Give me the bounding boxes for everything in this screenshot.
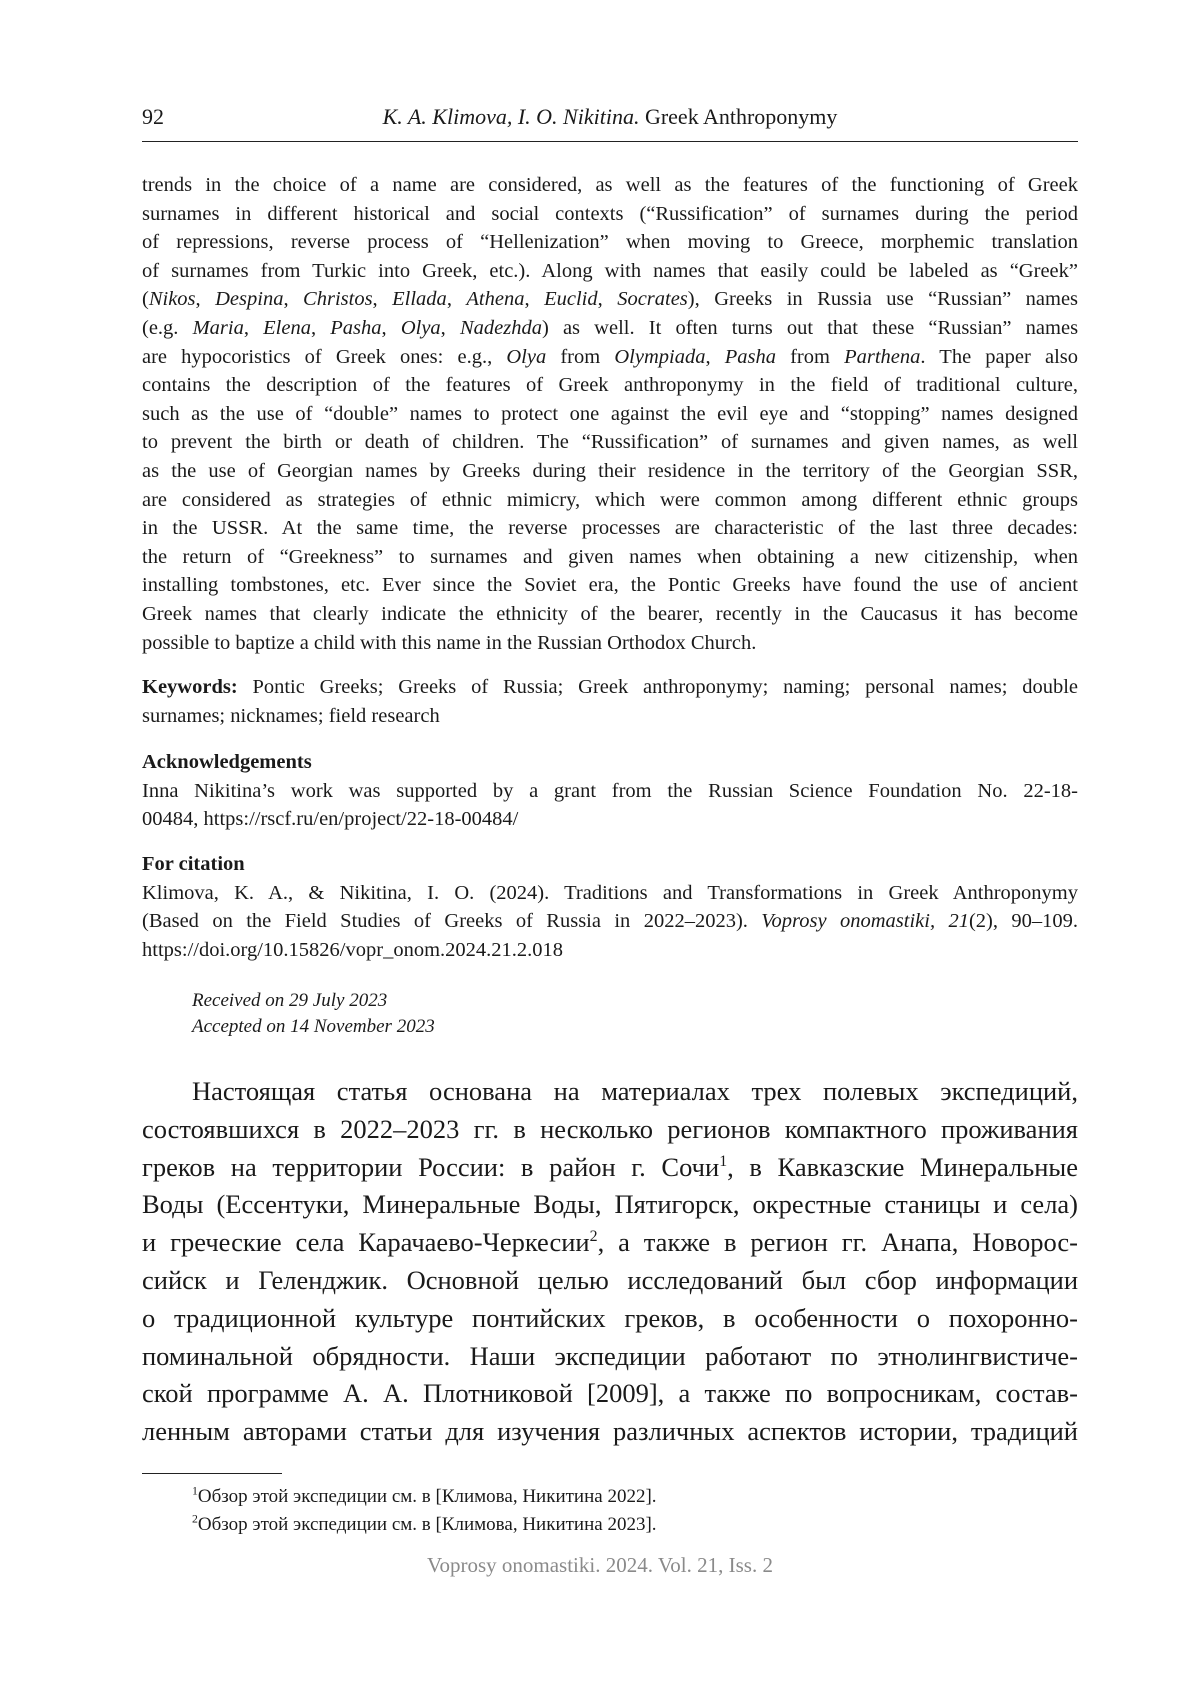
- italic-name: Parthena: [844, 345, 921, 368]
- submission-dates: [192, 988, 435, 1040]
- body-line-2: состоявшихся в 2022–2023 гг. в несколько регионов компактного проживания: [142, 1113, 1078, 1144]
- italic-name: Olya: [400, 316, 441, 339]
- italic-name: Olya: [506, 345, 547, 368]
- abstract-line-1: trends in the choice of a name are considered, as well as the features of the functioning of Greek: [142, 174, 1078, 196]
- italic-name: Christos: [303, 288, 373, 311]
- abstract-text: [142, 171, 1078, 657]
- journal-footer: Voprosy onomastiki. 2024. Vol. 21, Iss. 2: [427, 1553, 773, 1577]
- citation-line-1: Klimova, K. A., & Nikitina, I. O. (2024). Traditions and Transformations in Greek Anthroponymy: [142, 881, 1078, 904]
- body-line-9: ской программе А. А. Плотниковой [2009], а также по вопросникам, состав-: [142, 1378, 1078, 1409]
- italic-name: Socrates: [617, 288, 688, 311]
- italic-name: Pasha: [724, 345, 776, 368]
- running-header: [142, 104, 1078, 134]
- footnote-rule: [142, 1473, 282, 1474]
- acknowledgements-line-1: Inna Nikitina’s work was supported by a grant from the Russian Science Foundation No. 22-18-: [142, 779, 1078, 802]
- body-line-5: и греческие села Карачаево-Черкесии$^2$, а также в регион гг. Анапа, Новорос-: [142, 1227, 1079, 1258]
- page-number: 92: [142, 104, 164, 129]
- running-title: [142, 104, 1078, 130]
- keywords-line-2: surnames; nicknames; field research: [142, 704, 440, 727]
- abstract-line-5: (Nikos, Despina, Christos, Ellada, Athena, Euclid, Socrates), Greeks in Russia use “Russian” names: [142, 288, 1079, 311]
- running-title-authors: K. A. Klimova, I. O. Nikitina.: [382, 104, 640, 129]
- running-title-text: Greek Anthroponymy: [644, 104, 838, 129]
- abstract-line-2: surnames in different historical and social contexts (“Russification” of surnames during the period: [142, 202, 1078, 225]
- footnote-ref[interactable]: 1: [719, 1152, 728, 1170]
- footnote-ref[interactable]: 2: [589, 1228, 598, 1246]
- citation-doi[interactable]: https://doi.org/10.15826/vopr_onom.2024.21.2.018: [142, 938, 564, 961]
- abstract-line-11: as the use of Georgian names by Greeks during their residence in the territory of the Georgian SSR,: [142, 459, 1078, 482]
- italic-name: Despina: [215, 288, 284, 311]
- abstract-line-13: in the USSR. At the same time, the reverse processes are characteristic of the last three decades:: [142, 517, 1078, 540]
- body-line-1: Настоящая статья основана на материалах трех полевых экспедиций,: [192, 1076, 1078, 1106]
- abstract-line-10: to prevent the birth or death of children. The “Russification” of surnames and given names, as well: [142, 431, 1078, 454]
- abstract-line-15: installing tombstones, etc. Ever since the Soviet era, the Pontic Greeks have found the use of ancient: [142, 574, 1078, 597]
- body-line-7: о традиционной культуре понтийских греков, в особенности о похоронно-: [142, 1302, 1078, 1333]
- header-rule: [142, 141, 1078, 142]
- italic-name: Elena: [263, 316, 311, 339]
- citation-title-part: (Based on the Field Studies of Greeks of Russia in 2022–2023).: [142, 910, 762, 933]
- abstract-line-7: are hypocoristics of Greek ones: e.g., Olya from Olympiada, Pasha from Parthena. The paper also: [142, 345, 1078, 368]
- footnote-2: [192, 1511, 657, 1539]
- italic-name: Olympiada: [614, 345, 706, 368]
- body-line-10: ленным авторами статьи для изучения различных аспектов истории, традиций: [142, 1416, 1078, 1447]
- abstract-line-9: such as the use of “double” names to protect one against the evil eye and “stopping” names designed: [142, 402, 1078, 425]
- italic-name: Pasha: [330, 316, 382, 339]
- footnote-text: Обзор этой экспедиции см. в [Климова, Никитина 2022].: [197, 1486, 657, 1507]
- keywords: [142, 673, 1078, 730]
- acknowledgements-line-2: 00484, https://rscf.ru/en/project/22-18-00484/: [142, 808, 519, 831]
- italic-name: Nadezhda: [459, 316, 542, 339]
- abstract-line-17: possible to baptize a child with this name in the Russian Orthodox Church.: [142, 631, 757, 654]
- body-line-8: поминальной обрядности. Наши экспедиции работают по этнолингвистиче-: [142, 1340, 1078, 1371]
- abstract-line-4: of surnames from Turkic into Greek, etc.). Along with names that easily could be labeled as “Greek”: [142, 259, 1078, 282]
- footnote-1: [192, 1483, 657, 1511]
- body-line-3: греков на территории России: в район г. Сочи$^1$, в Кавказские Минеральные: [142, 1151, 1078, 1182]
- footnote-number: 2: [192, 1512, 198, 1526]
- italic-name: Maria: [192, 316, 244, 339]
- body-line-4: Воды (Ессентуки, Минеральные Воды, Пятигорск, окрестные станицы и села): [142, 1189, 1078, 1220]
- keywords-label: Keywords:: [142, 676, 238, 698]
- footnotes: [192, 1483, 657, 1539]
- keywords-list: Pontic Greeks; Greeks of Russia; Greek anthroponymy; naming; personal names; double: [237, 676, 1078, 698]
- accepted-date: Accepted on 14 November 2023: [192, 1016, 435, 1037]
- acknowledgements-heading: Acknowledgements: [142, 751, 312, 773]
- abstract-line-16: Greek names that clearly indicate the ethnicity of the bearer, recently in the Caucasus it has become: [142, 602, 1078, 625]
- citation: [142, 850, 1078, 964]
- italic-name: Nikos: [148, 288, 196, 311]
- acknowledgements: [142, 748, 1078, 834]
- abstract-line-8: contains the description of the features of Greek anthroponymy in the field of traditional culture,: [142, 374, 1078, 397]
- abstract-line-14: the return of “Greekness” to surnames and given names when obtaining a new citizenship, when: [142, 545, 1078, 568]
- footnote-number: 1: [192, 1484, 198, 1498]
- received-date: Received on 29 July 2023: [192, 990, 388, 1011]
- footnote-text: Обзор этой экспедиции см. в [Климова, Никитина 2023].: [197, 1514, 657, 1535]
- italic-name: Ellada: [392, 288, 447, 311]
- keywords-line-1: [142, 673, 1078, 702]
- italic-name: Athena: [466, 288, 525, 311]
- abstract-line-6: (e.g. Maria, Elena, Pasha, Olya, Nadezhda) as well. It often turns out that these “Russian” names: [142, 316, 1079, 339]
- citation-line-2: [142, 907, 1078, 936]
- italic-name: Euclid: [544, 288, 598, 311]
- citation-heading: For citation: [142, 853, 245, 875]
- citation-pages: (2), 90–109.: [968, 910, 1079, 933]
- body-paragraph: [142, 1073, 1078, 1451]
- abstract-line-3: of repressions, reverse process of “Hellenization” when moving to Greece, morphemic translation: [142, 231, 1078, 254]
- abstract-line-12: are considered as strategies of ethnic mimicry, which were common among different ethnic groups: [142, 488, 1078, 511]
- body-line-6: сийск и Геленджик. Основной целью исследований был сбор информации: [142, 1264, 1078, 1295]
- citation-journal: Voprosy onomastiki, 21: [761, 910, 969, 933]
